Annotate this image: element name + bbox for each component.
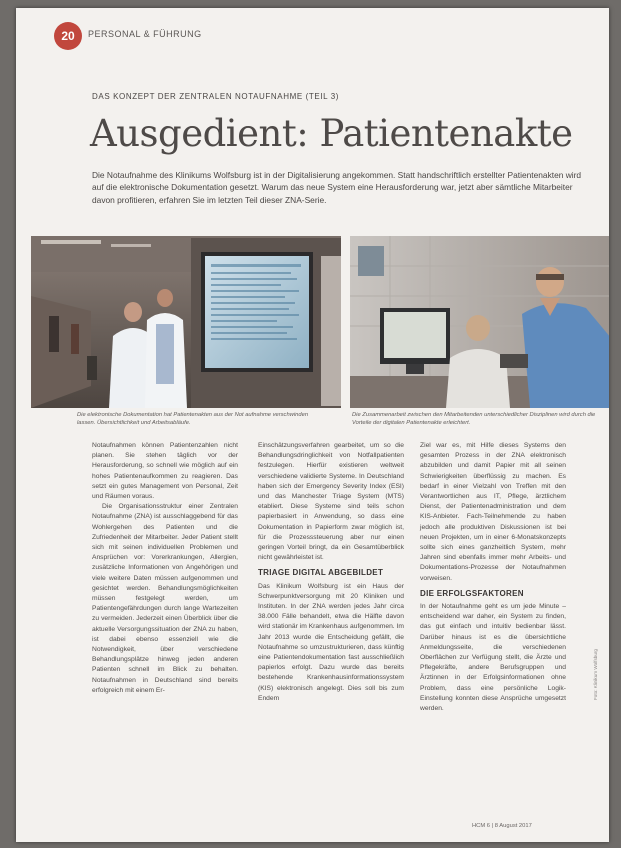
- paragraph: Einschätzungsverfahren gearbeitet, um so die Behandlungsdringlichkeit von Notfallpatienten festzulegen. Hierfür existieren weltweit verschiedene validierte Systeme. In Deutschland haben sich der Emergency Severity Index (ESI) und das Manchester Triage System (MTS) etabliert. Diese Systeme sind teils schon papierbasiert in Anwendung, so dass eine Dokumentation in Papierform zwar möglich ist, für die Prozesssteuerung aber nur einen geringen Vorteil bringt, da ein Gesamtüberblick nicht gewährleistet ist.: [258, 442, 404, 562]
- text-column-3: [420, 441, 566, 714]
- subheading: DIE ERFOLGSFAKTOREN: [420, 588, 524, 598]
- photo-left-caption: Die elektronische Dokumentation hat Patientenakten aus der Not aufnahme verschwinden lassen. Übersichtlichkeit und Arbeitsabläufe.: [77, 412, 309, 426]
- paragraph: Ziel war es, mit Hilfe dieses Systems den gesamten Prozess in der ZNA elektronisch abzubilden und damit Papier mit all seinen Schwierigkeiten überflüssig zu machen. Es bedarf in einer Vielzahl von Treffen mit den Verantwortlichen aus IT, Pflege, ärztlichem Dienst, der Patientenadministration und dem KIS-Anbieter. Fach-Teilnehmende zu haben jedoch alle produktiven Diskussionen ist bei neuen Projekten, um in einer 6-Monatskonzepts sollte sich eines ganzheitlich System, mehr Jahren sind ebenfalls immer mehr Arbeits- und Dokumentations-Prozesse der Notaufnahmen vorweisen.: [420, 442, 566, 582]
- paragraph: Die Organisationsstruktur einer Zentralen Notaufnahme (ZNA) ist ausschlaggebend für das Wohlergehen des Patienten und die Zufriedenheit der Mitarbeiter. Jeder Patient stellt sich mit seinen individuellen Problemen und Ansprüchen vor: Vorerkrankungen, Allergien, zusätzliche Informationen von Angehörigen und viele weitere Daten müssen aufgenommen und gesichtet werden. Behandlungsmöglichkeiten müssen festgelegt werden, um Patientengefährdungen durch lange Wartezeiten zu vermeiden. Jederzeit einen Überblick über die aktuelle Versorgungssituation der ZNA zu haben, ist dabei ebenso essenziell wie die Notwendigkeit, über verschiedene Behandlungsplätze hinweg jeden anderen Patienten schnell im Blick zu behalten. Notaufnahmen in Deutschland sind bereits erfolgreich mit einem Er-: [92, 503, 238, 694]
- paragraph: Notaufnahmen können Patientenzahlen nicht planen. Sie stehen täglich vor der Herausforderung, so schnell wie möglich auf ein hohes Patientenaufkommen zu reagieren. Das setzt ein gutes Management von Personal, Zeit und Räumen voraus.: [92, 442, 238, 501]
- subheading: TRIAGE DIGITAL ABGEBILDET: [258, 568, 384, 578]
- section-label: PERSONAL & FÜHRUNG: [88, 29, 202, 39]
- paragraph: Das Klinikum Wolfsburg ist ein Haus der Schwerpunktversorgung mit 20 Kliniken und Instituten. In der ZNA werden jedes Jahr circa 38.000 Fälle behandelt, etwa die Hälfte davon wird stationär im Krankenhaus aufgenommen. Im Jahr 2013 wurde die Entscheidung gefällt, die Notaufnahme so umzustrukturieren, dass künftig eine Patientendokumentation fast ausschließlich papierlos erfolgt. Dazu wurde das bereits bestehende Krankenhausinformationssystem (KIS) elektronisch angelegt. Dies soll bis zum Endem: [258, 582, 404, 702]
- photo-right-caption: Die Zusammenarbeit zwischen den Mitarbeitenden unterschiedlicher Disziplinen wird durch die Vorteile der digitalen Patientenakte erleichtert.: [352, 412, 596, 426]
- text-column-1: [92, 441, 238, 696]
- page-footer: HCM 6 | 8 August 2017: [472, 823, 532, 829]
- article-lead: Die Notaufnahme des Klinikums Wolfsburg ist in der Digitalisierung angekommen. Statt handschriftlich erstellter Patientenakten wird auf die elektronische Dokumentation gesetzt. Warum das neue System eine Herausforderung war, jetzt aber sämtliche Mitarbeiter davon profitieren, erfahren Sie im letzten Teil dieser ZNA-Serie.: [92, 170, 582, 205]
- magazine-page: [16, 8, 609, 842]
- text-column-2: [258, 441, 404, 704]
- photo-credit: Foto: Klinikum Wolfsburg: [593, 649, 598, 700]
- article-headline: Ausgedient: Patientenakte: [90, 112, 573, 155]
- paragraph: In der Notaufnahme geht es um jede Minute – entscheidend war daher, ein System zu finden, das gut einfach und intuitiv bedienbar lässt. Darüber hinaus ist es die übersichtliche Anmeldungsseite, die verschiedenen Oberflächen zur Verfügung stellt, die Ärzte und Pflegekräfte, andere Berufsgruppen und Ärztinnen in der Erfolgsinformationen ohne Problem, dass eine persönliche Logik-Einstellung konnten diese Ansprüche umgesetzt werden.: [420, 603, 566, 713]
- photo-left: [31, 236, 341, 408]
- article-kicker: DAS KONZEPT DER ZENTRALEN NOTAUFNAHME (TEIL 3): [92, 92, 340, 101]
- page-number-badge: 20: [54, 22, 82, 50]
- photo-right: [350, 236, 609, 408]
